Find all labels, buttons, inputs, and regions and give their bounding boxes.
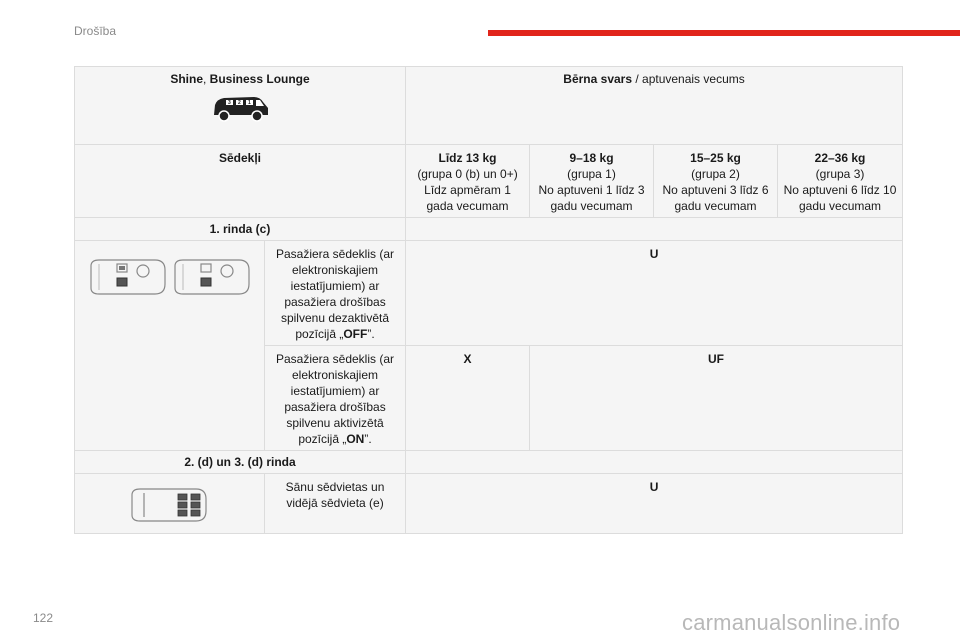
airbag-on-description: Pasažiera sēdeklis (ar elektroniskajiem iestatījumiem) ar pasažiera drošības spilvenu aktivizētā pozīcijā „ xyxy=(275,352,395,446)
airbag-off-value-cell xyxy=(406,241,903,346)
van-icon xyxy=(210,93,270,123)
group-cell-3 xyxy=(778,145,903,218)
row23-label: 2. (d) un 3. (d) rinda xyxy=(184,455,296,469)
group-age: Līdz apmēram 1 gada vecumam xyxy=(424,183,511,213)
rear-seats-value-cell xyxy=(406,474,903,534)
header-accent-bar xyxy=(488,30,960,36)
rear-seats-value: U xyxy=(649,480,659,494)
airbag-state-off: OFF xyxy=(343,327,368,341)
front-seat-diagram-icon xyxy=(85,254,255,300)
page-number: 122 xyxy=(33,611,54,625)
airbag-state-on: ON xyxy=(346,432,365,446)
group-age: No aptuveni 3 līdz 6 gadu vecumam xyxy=(662,183,769,213)
section-title: Drošība xyxy=(74,24,117,38)
group-weight: 22–36 kg xyxy=(814,151,866,165)
airbag-off-description: Pasažiera sēdeklis (ar elektroniskajiem iestatījumiem) ar pasažiera drošības spilvenu dezaktivētā pozīcijā „ xyxy=(275,247,395,341)
weight-groups-row xyxy=(75,145,903,218)
trim-name-business-lounge: Business Lounge xyxy=(209,72,310,86)
seats-label-cell xyxy=(75,145,406,218)
group-name: (grupa 1) xyxy=(567,167,616,181)
group-name: (grupa 0 (b) un 0+) xyxy=(417,167,518,181)
svg-text:3: 3 xyxy=(228,100,231,106)
airbag-off-value: U xyxy=(649,247,659,261)
seats-label: Sēdekļi xyxy=(218,151,262,165)
rear-seats-description: Sānu sēdvietas un vidējā sēdvieta (e) xyxy=(285,480,385,510)
watermark: carmanualsonline.info xyxy=(682,610,901,635)
airbag-off-desc-end: ”. xyxy=(367,327,375,341)
child-weight-header xyxy=(406,67,903,145)
svg-text:2: 2 xyxy=(238,100,241,106)
trim-name-shine: Shine xyxy=(170,72,203,86)
group-cell-0 xyxy=(406,145,530,218)
group-weight: 15–25 kg xyxy=(690,151,741,165)
rear-seat-diagram-icon xyxy=(128,485,212,525)
airbag-on-value-rest-cell xyxy=(530,346,903,451)
group-age: No aptuveni 1 līdz 3 gadu vecumam xyxy=(538,183,645,213)
rear-seats-row xyxy=(75,474,903,534)
rear-seats-desc-cell xyxy=(265,474,406,534)
airbag-off-row xyxy=(75,241,903,346)
airbag-on-value-rest: UF xyxy=(708,352,725,366)
row23-label-cell xyxy=(75,451,406,474)
row1-section-row xyxy=(75,218,903,241)
airbag-on-value-first: X xyxy=(463,352,472,366)
airbag-on-desc-cell xyxy=(265,346,406,451)
row1-label: 1. rinda (c) xyxy=(209,222,271,236)
group-age: No aptuveni 6 līdz 10 gadu vecumam xyxy=(783,183,897,213)
airbag-on-value-first-cell xyxy=(406,346,530,451)
group-name: (grupa 2) xyxy=(691,167,740,181)
group-cell-2 xyxy=(654,145,778,218)
trim-separator: , xyxy=(203,72,210,86)
front-seat-diagram-cell xyxy=(75,241,265,451)
rear-seat-diagram-cell xyxy=(75,474,265,534)
row23-empty-cell xyxy=(406,451,903,474)
child-seat-table xyxy=(74,66,903,534)
group-name: (grupa 3) xyxy=(815,167,865,181)
airbag-on-desc-end: ”. xyxy=(364,432,372,446)
child-age-label: / aptuvenais vecums xyxy=(632,72,745,86)
row23-section-row xyxy=(75,451,903,474)
group-weight: 9–18 kg xyxy=(569,151,614,165)
table-header-row xyxy=(75,67,903,145)
trim-cell xyxy=(75,67,406,145)
child-weight-label: Bērna svars xyxy=(563,72,633,86)
svg-text:1: 1 xyxy=(248,100,251,106)
airbag-off-desc-cell xyxy=(265,241,406,346)
row1-empty-cell xyxy=(406,218,903,241)
row1-label-cell xyxy=(75,218,406,241)
group-weight: Līdz 13 kg xyxy=(438,151,497,165)
group-cell-1 xyxy=(530,145,654,218)
